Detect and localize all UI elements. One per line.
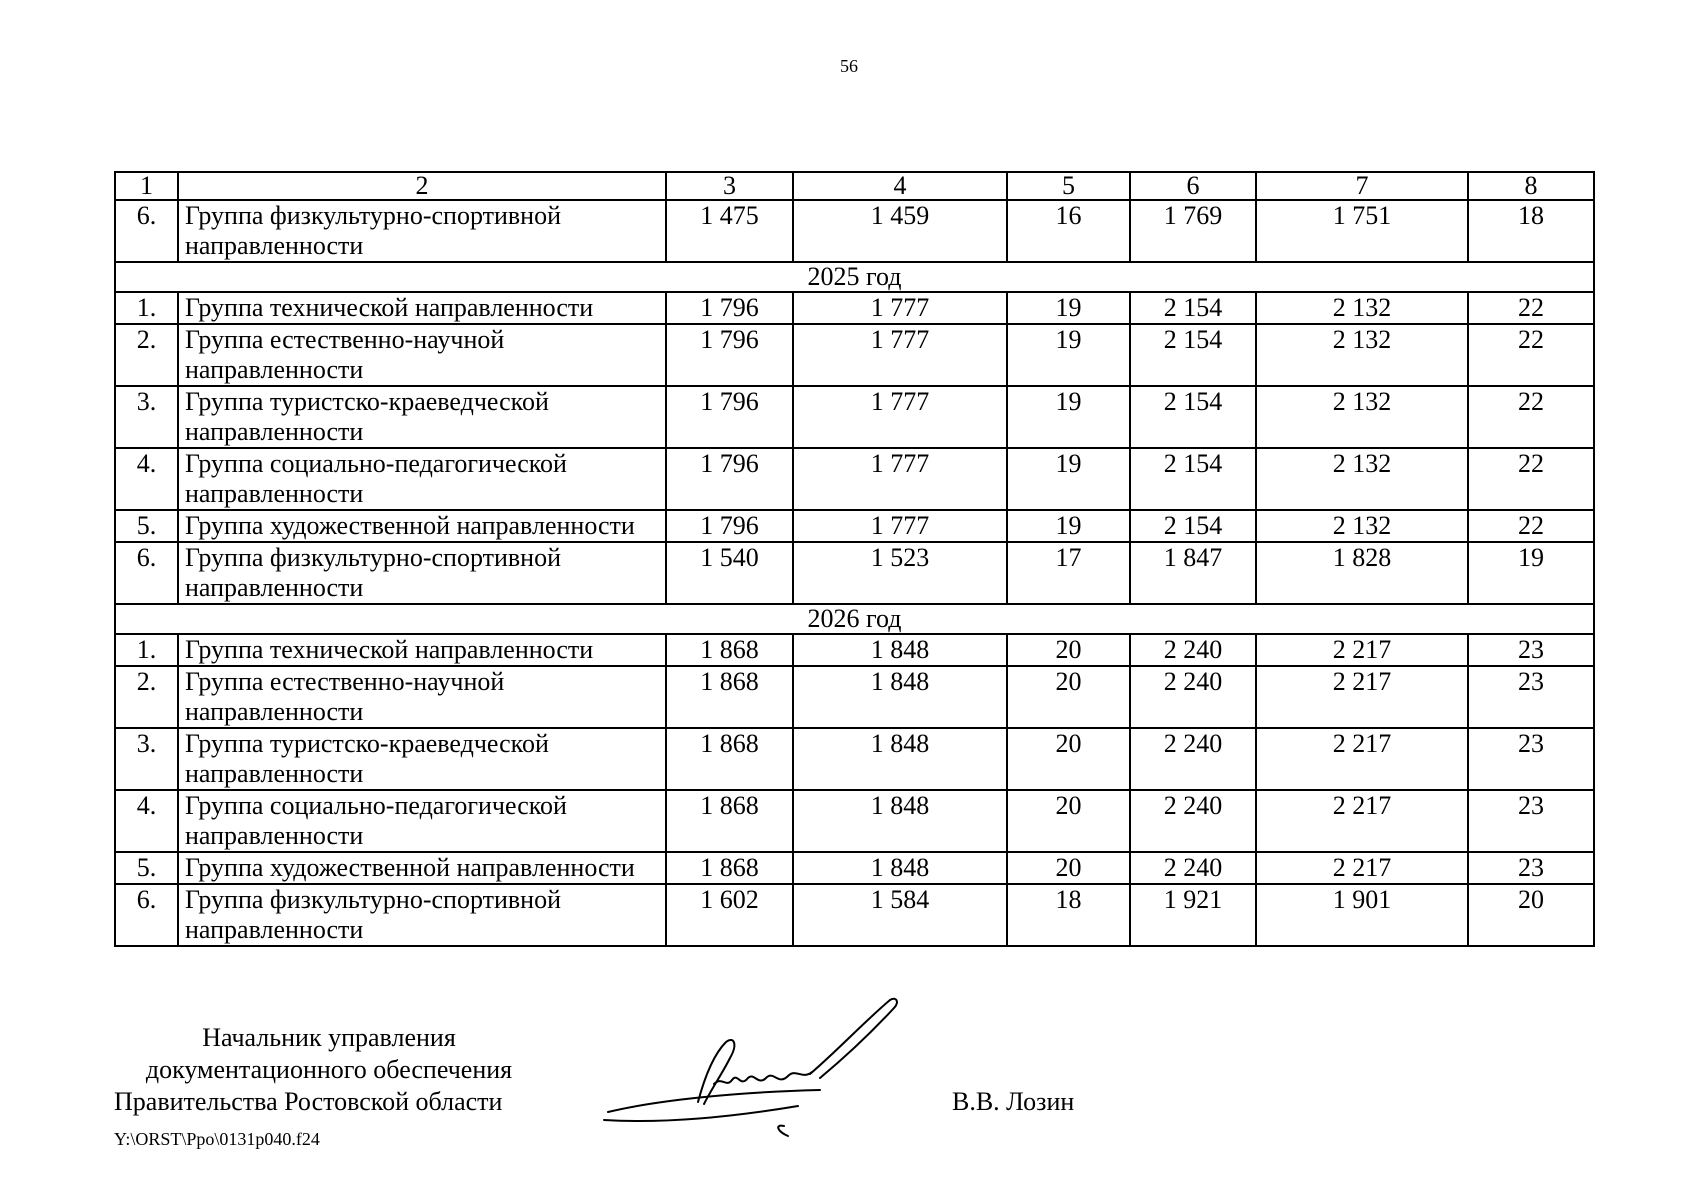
value-cell: 1 777 bbox=[793, 448, 1007, 510]
value-cell: 1 868 bbox=[666, 852, 793, 884]
row-number-cell: 3. bbox=[115, 728, 178, 790]
value-cell: 2 132 bbox=[1256, 510, 1468, 542]
table-header-row bbox=[115, 172, 1594, 200]
table-row bbox=[115, 510, 1594, 542]
group-name-cell: Группа естественно-научной направленности bbox=[178, 324, 666, 386]
value-cell: 20 bbox=[1007, 790, 1130, 852]
value-cell: 2 240 bbox=[1130, 728, 1256, 790]
table-row bbox=[115, 790, 1594, 852]
table-row bbox=[115, 200, 1594, 262]
value-cell: 2 217 bbox=[1256, 634, 1468, 666]
column-header: 2 bbox=[178, 172, 666, 200]
year-section-row bbox=[115, 262, 1594, 292]
value-cell: 2 217 bbox=[1256, 728, 1468, 790]
value-cell: 1 777 bbox=[793, 386, 1007, 448]
row-number-cell: 5. bbox=[115, 852, 178, 884]
position-line-3: Правительства Ростовской области bbox=[114, 1087, 503, 1116]
value-cell: 20 bbox=[1007, 852, 1130, 884]
value-cell: 23 bbox=[1468, 666, 1594, 728]
value-cell: 1 848 bbox=[793, 634, 1007, 666]
value-cell: 2 240 bbox=[1130, 666, 1256, 728]
value-cell: 2 154 bbox=[1130, 324, 1256, 386]
value-cell: 1 828 bbox=[1256, 542, 1468, 604]
column-header: 4 bbox=[793, 172, 1007, 200]
group-name-cell: Группа художественной направленности bbox=[178, 510, 666, 542]
table-row bbox=[115, 386, 1594, 448]
value-cell: 16 bbox=[1007, 200, 1130, 262]
value-cell: 2 154 bbox=[1130, 292, 1256, 324]
column-header: 5 bbox=[1007, 172, 1130, 200]
row-number-cell: 4. bbox=[115, 790, 178, 852]
value-cell: 1 868 bbox=[666, 790, 793, 852]
value-cell: 17 bbox=[1007, 542, 1130, 604]
value-cell: 2 217 bbox=[1256, 790, 1468, 852]
group-name-cell: Группа технической направленности bbox=[178, 634, 666, 666]
group-name-cell: Группа естественно-научной направленности bbox=[178, 666, 666, 728]
value-cell: 23 bbox=[1468, 634, 1594, 666]
value-cell: 18 bbox=[1468, 200, 1594, 262]
row-number-cell: 4. bbox=[115, 448, 178, 510]
column-header: 6 bbox=[1130, 172, 1256, 200]
value-cell: 1 475 bbox=[666, 200, 793, 262]
year-label: 2026 год bbox=[115, 604, 1594, 634]
group-name-cell: Группа технической направленности bbox=[178, 292, 666, 324]
value-cell: 1 584 bbox=[793, 884, 1007, 946]
value-cell: 2 154 bbox=[1130, 448, 1256, 510]
value-cell: 2 132 bbox=[1256, 292, 1468, 324]
value-cell: 1 848 bbox=[793, 852, 1007, 884]
value-cell: 1 602 bbox=[666, 884, 793, 946]
value-cell: 19 bbox=[1007, 324, 1130, 386]
value-cell: 1 848 bbox=[793, 790, 1007, 852]
group-name-cell: Группа художественной направленности bbox=[178, 852, 666, 884]
value-cell: 19 bbox=[1468, 542, 1594, 604]
value-cell: 1 769 bbox=[1130, 200, 1256, 262]
table-row bbox=[115, 448, 1594, 510]
group-name-cell: Группа физкультурно-спортивной направленности bbox=[178, 884, 666, 946]
value-cell: 22 bbox=[1468, 292, 1594, 324]
data-table bbox=[114, 171, 1595, 947]
row-number-cell: 1. bbox=[115, 292, 178, 324]
value-cell: 20 bbox=[1468, 884, 1594, 946]
value-cell: 1 868 bbox=[666, 666, 793, 728]
value-cell: 20 bbox=[1007, 728, 1130, 790]
value-cell: 19 bbox=[1007, 292, 1130, 324]
row-number-cell: 3. bbox=[115, 386, 178, 448]
value-cell: 1 459 bbox=[793, 200, 1007, 262]
value-cell: 19 bbox=[1007, 448, 1130, 510]
page-number: 56 bbox=[840, 56, 858, 76]
value-cell: 1 777 bbox=[793, 324, 1007, 386]
position-line-2: документационного обеспечения bbox=[145, 1055, 513, 1084]
table-row bbox=[115, 634, 1594, 666]
value-cell: 1 796 bbox=[666, 292, 793, 324]
column-header: 3 bbox=[666, 172, 793, 200]
row-number-cell: 6. bbox=[115, 542, 178, 604]
group-name-cell: Группа туристско-краеведческой направленности bbox=[178, 728, 666, 790]
value-cell: 2 154 bbox=[1130, 386, 1256, 448]
table-row bbox=[115, 852, 1594, 884]
signature-icon bbox=[598, 992, 928, 1142]
table-row bbox=[115, 884, 1594, 946]
value-cell: 19 bbox=[1007, 510, 1130, 542]
column-header: 1 bbox=[115, 172, 178, 200]
value-cell: 1 848 bbox=[793, 666, 1007, 728]
row-number-cell: 2. bbox=[115, 666, 178, 728]
row-number-cell: 6. bbox=[115, 884, 178, 946]
value-cell: 1 523 bbox=[793, 542, 1007, 604]
value-cell: 2 240 bbox=[1130, 852, 1256, 884]
value-cell: 2 217 bbox=[1256, 666, 1468, 728]
value-cell: 20 bbox=[1007, 634, 1130, 666]
value-cell: 23 bbox=[1468, 852, 1594, 884]
value-cell: 22 bbox=[1468, 448, 1594, 510]
value-cell: 1 868 bbox=[666, 728, 793, 790]
table-row bbox=[115, 728, 1594, 790]
year-section-row bbox=[115, 604, 1594, 634]
row-number-cell: 5. bbox=[115, 510, 178, 542]
value-cell: 18 bbox=[1007, 884, 1130, 946]
signatory-position bbox=[114, 1022, 544, 1118]
group-name-cell: Группа физкультурно-спортивной направленности bbox=[178, 542, 666, 604]
group-name-cell: Группа социально-педагогической направленности bbox=[178, 448, 666, 510]
table-row bbox=[115, 666, 1594, 728]
value-cell: 1 777 bbox=[793, 510, 1007, 542]
file-path: Y:\ORST\Ppo\0131p040.f24 bbox=[114, 1129, 320, 1149]
group-name-cell: Группа социально-педагогической направленности bbox=[178, 790, 666, 852]
table-row bbox=[115, 542, 1594, 604]
value-cell: 1 921 bbox=[1130, 884, 1256, 946]
row-number-cell: 1. bbox=[115, 634, 178, 666]
value-cell: 1 796 bbox=[666, 386, 793, 448]
table-row bbox=[115, 292, 1594, 324]
signer-name: В.В. Лозин bbox=[952, 1087, 1075, 1116]
value-cell: 22 bbox=[1468, 324, 1594, 386]
value-cell: 22 bbox=[1468, 386, 1594, 448]
value-cell: 1 796 bbox=[666, 448, 793, 510]
value-cell: 2 240 bbox=[1130, 790, 1256, 852]
table-row bbox=[115, 324, 1594, 386]
value-cell: 1 848 bbox=[793, 728, 1007, 790]
year-label: 2025 год bbox=[115, 262, 1594, 292]
value-cell: 1 777 bbox=[793, 292, 1007, 324]
value-cell: 20 bbox=[1007, 666, 1130, 728]
value-cell: 2 132 bbox=[1256, 386, 1468, 448]
column-header: 8 bbox=[1468, 172, 1594, 200]
group-name-cell: Группа физкультурно-спортивной направленности bbox=[178, 200, 666, 262]
value-cell: 1 901 bbox=[1256, 884, 1468, 946]
row-number-cell: 2. bbox=[115, 324, 178, 386]
value-cell: 1 847 bbox=[1130, 542, 1256, 604]
value-cell: 19 bbox=[1007, 386, 1130, 448]
value-cell: 1 540 bbox=[666, 542, 793, 604]
row-number-cell: 6. bbox=[115, 200, 178, 262]
value-cell: 2 217 bbox=[1256, 852, 1468, 884]
value-cell: 23 bbox=[1468, 790, 1594, 852]
value-cell: 1 796 bbox=[666, 324, 793, 386]
value-cell: 23 bbox=[1468, 728, 1594, 790]
value-cell: 2 132 bbox=[1256, 448, 1468, 510]
position-line-1: Начальник управления bbox=[202, 1023, 456, 1052]
value-cell: 2 154 bbox=[1130, 510, 1256, 542]
column-header: 7 bbox=[1256, 172, 1468, 200]
value-cell: 1 751 bbox=[1256, 200, 1468, 262]
value-cell: 2 240 bbox=[1130, 634, 1256, 666]
data-table-container bbox=[114, 171, 1593, 947]
value-cell: 1 796 bbox=[666, 510, 793, 542]
group-name-cell: Группа туристско-краеведческой направленности bbox=[178, 386, 666, 448]
value-cell: 22 bbox=[1468, 510, 1594, 542]
value-cell: 1 868 bbox=[666, 634, 793, 666]
value-cell: 2 132 bbox=[1256, 324, 1468, 386]
